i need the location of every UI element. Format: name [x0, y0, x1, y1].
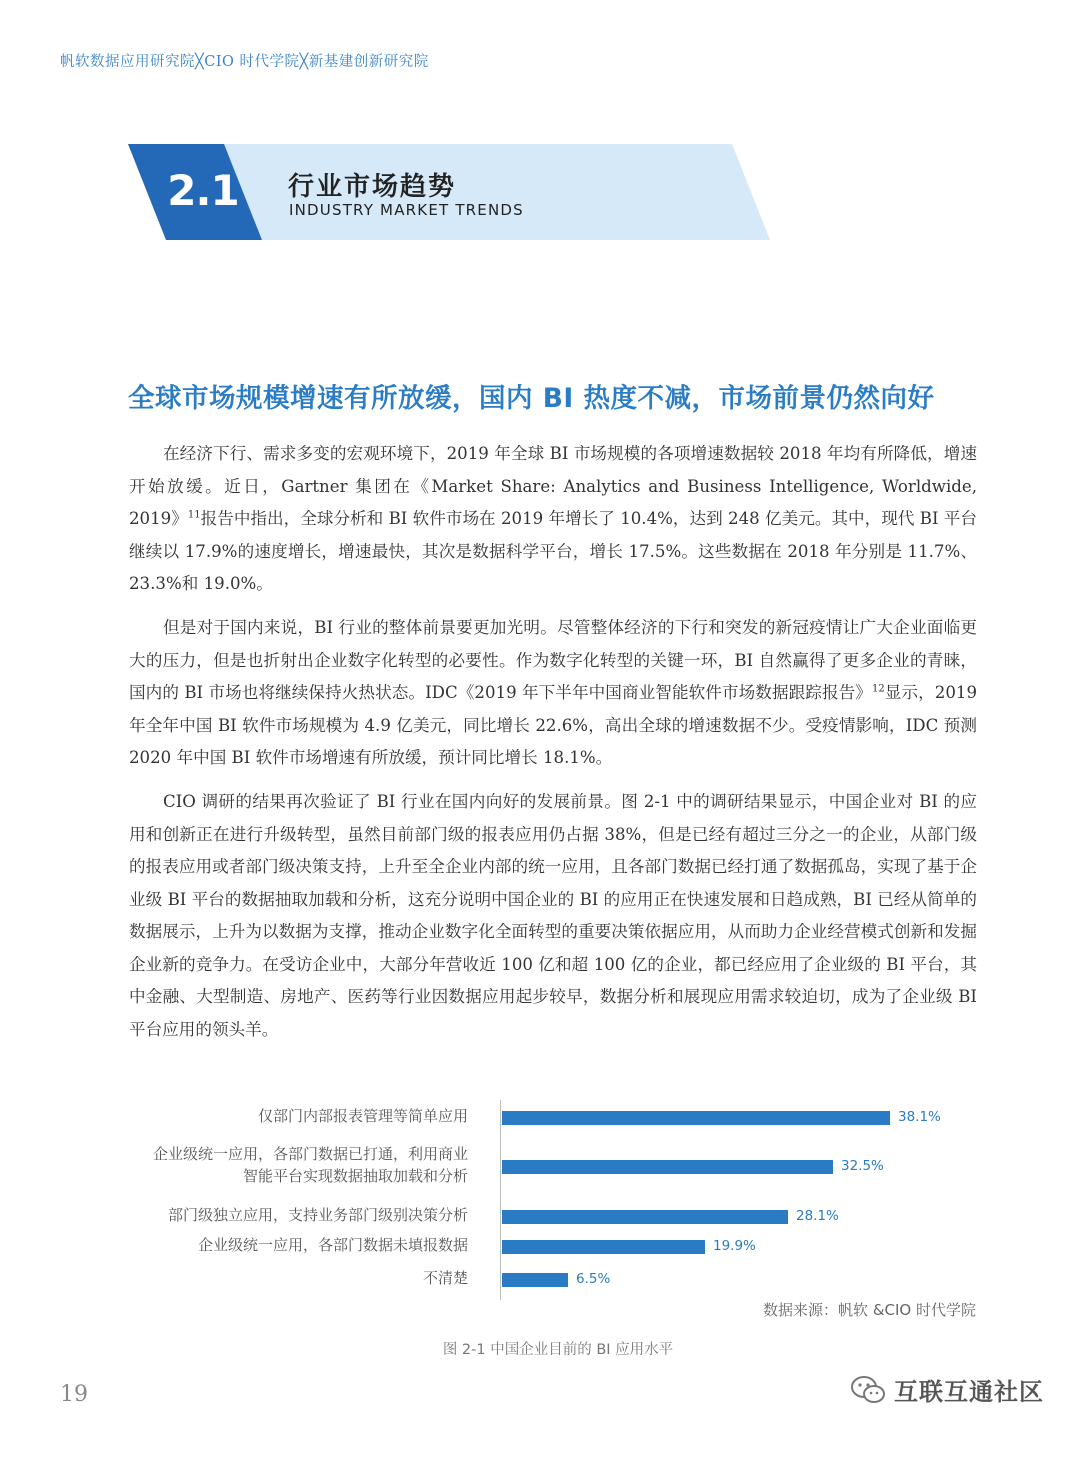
paragraph-1: 在经济下行、需求多变的宏观环境下，2019 年全球 BI 市场规模的各项增速数据较 2018 年均有所降低，增速开始放缓。近日，Gartner 集团在《Market Share: Analytics and Business Intelligence, Worldwide, 2019》$^{11}$报告中指出，全球分析和 BI 软件市场在 2019 年增长了 10.4%，达到 248 亿美元。其中，现代 BI 平台继续以 17.9%的速度增长，增速最快，其次是数据科学平台，增长 17.5%。这些数据在 2018 年分别是 11.7%、23.3%和 19.0%。: [129, 444, 977, 593]
footnote-ref-12: 12: [871, 683, 885, 695]
bar-5: [502, 1273, 568, 1287]
page-number: 19: [60, 1382, 88, 1407]
watermark-text: 互联互通社区: [894, 1378, 1044, 1406]
running-header: 帆软数据应用研究院╳CIO 时代学院╳新基建创新研究院: [60, 54, 429, 70]
bar-value-label: 38.1%: [898, 1109, 941, 1125]
watermark: [850, 1372, 1044, 1407]
chart-axis: [500, 1100, 501, 1300]
bar-value-label: 32.5%: [841, 1158, 884, 1174]
paragraph-3: CIO 调研的结果再次验证了 BI 行业在国内向好的发展前景。图 2-1 中的调研结果显示，中国企业对 BI 的应用和创新正在进行升级转型，虽然目前部门级的报表应用仍占据 38%，但是已经有超过三分之一的企业，从部门级的报表应用或者部门级决策支持，上升至全企业内部的统一应用，且各部门数据已经打通了数据孤岛，实现了基于企业级 BI 平台的数据抽取加载和分析，这充分说明中国企业的 BI 的应用正在快速发展和日趋成熟，BI 已经从简单的数据展示，上升为以数据为支撑，推动企业数字化全面转型的重要决策依据应用，从而助力企业经营模式创新和发掘企业新的竞争力。在受访企业中，大部分年营收近 100 亿和超 100 亿的企业，都已经应用了企业级的 BI 平台，其中金融、大型制造、房地产、医药等行业因数据应用起步较早，数据分析和展现应用需求较迫切，成为了企业级 BI 平台应用的领头羊。: [129, 792, 977, 1039]
footnote-ref-11: 11: [187, 509, 201, 521]
bar-value-label: 28.1%: [796, 1208, 839, 1224]
figure-caption: 图 2-1 中国企业目前的 BI 应用水平: [442, 1342, 674, 1358]
bar-value-label: 19.9%: [713, 1238, 756, 1254]
section-number: 2.1: [167, 166, 239, 215]
bar-2: [502, 1160, 833, 1174]
section-banner: [128, 144, 770, 240]
bar-value-label: 6.5%: [576, 1271, 611, 1287]
bar-4: [502, 1240, 705, 1254]
subsection-heading: 全球市场规模增速有所放缓，国内 BI 热度不减，市场前景仍然向好: [128, 383, 935, 414]
category-label: 部门级独立应用，支持业务部门级别决策分析: [167, 1206, 468, 1224]
chart-source: 数据来源：帆软 &CIO 时代学院: [763, 1301, 976, 1319]
section-title-zh: 行业市场趋势: [288, 172, 457, 202]
category-label: 企业级统一应用，各部门数据未填报数据: [197, 1236, 468, 1254]
category-label: 企业级统一应用，各部门数据已打通，利用商业 智能平台实现数据抽取加载和分析: [152, 1145, 468, 1185]
paragraph-2: 但是对于国内来说，BI 行业的整体前景要更加光明。尽管整体经济的下行和突发的新冠疫情让广大企业面临更大的压力，但是也折射出企业数字化转型的必要性。作为数字化转型的关键一环，BI 自然赢得了更多企业的青睐，国内的 BI 市场也将继续保持火热状态。IDC《2019 年下半年中国商业智能软件市场数据跟踪报告》$^{12}$显示，2019 年全年中国 BI 软件市场规模为 4.9 亿美元，同比增长 22.6%，高出全球的增速数据不少。受疫情影响，IDC 预测 2020 年中国 BI 软件市场增速有所放缓，预计同比增长 18.1%。: [129, 618, 978, 767]
section-title-en: INDUSTRY MARKET TRENDS: [289, 201, 524, 219]
bar-1: [502, 1111, 890, 1125]
wechat-icon: [850, 1375, 886, 1405]
category-label: 不清楚: [422, 1269, 468, 1287]
category-label: 仅部门内部报表管理等简单应用: [257, 1107, 468, 1125]
bar-3: [502, 1210, 788, 1224]
